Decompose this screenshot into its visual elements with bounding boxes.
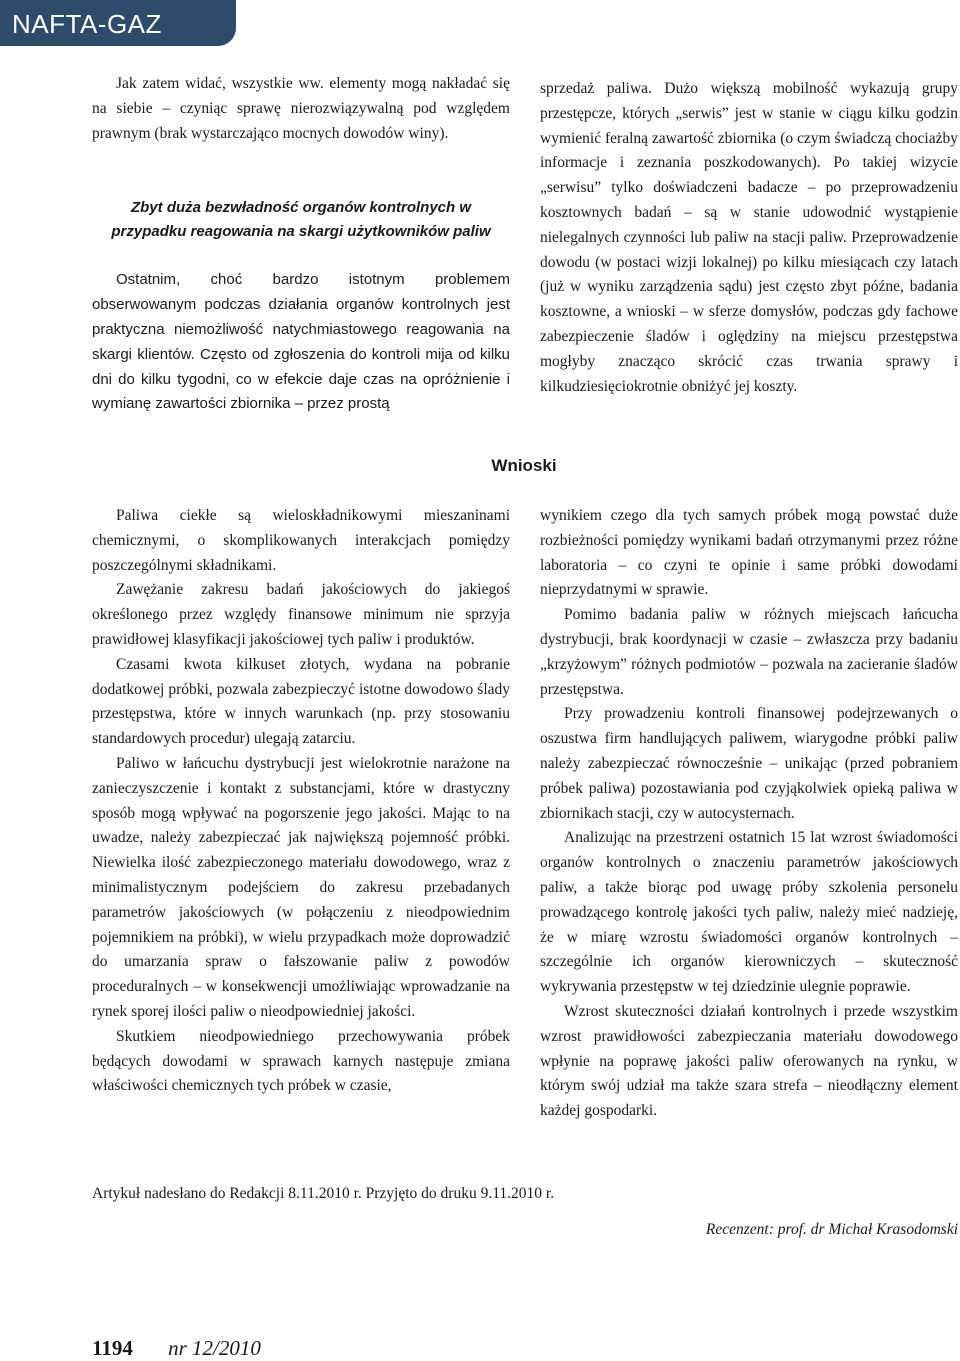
reviewer-note: Recenzent: prof. dr Michał Krasodomski: [705, 1221, 958, 1238]
paragraph: Pomimo badania paliw w różnych miejscach łańcucha dystrybucji, brak koordynacji w czasie – zwłaszcza przy badaniu „krzyżowym” różnych podmiotów – pozwala na zacieranie śladów przestępstwa.: [540, 606, 958, 698]
paragraph: Paliwo w łańcuchu dystrybucji jest wielokrotnie narażone na zanieczyszczenie i kontakt z substancjami, które w drastyczny sposób mogą wpływać na pogorszenie jego jakości. Mając to na uwadze, należy zabezpieczać jak największą pojemność próbki. Niewielka ilość zabezpieczonego materiału dowodowego, wraz z minimalistycznym podejściem do zakresu przebadanych parametrów jakościowych (w połączeniu z nieodpowiednim pojemnikiem na próbki), w wielu przypadkach może doprowadzić do umarzania spraw o fałszowanie paliw z powodów proceduralnych – w konsekwencji umożliwiając wprowadzanie na rynek sporej ilości paliw o nieodpowiedniej jakości.: [92, 754, 510, 1020]
left-column-conclusions: [92, 504, 510, 1099]
paragraph: Jak zatem widać, wszystkie ww. elementy mogą nakładać się na siebie – czyniąc sprawę nierozwiązywalną pod względem prawnym (brak wystarczająco mocnych dowodów winy).: [92, 75, 510, 142]
paragraph: Analizując na przestrzeni ostatnich 15 lat wzrost świadomości organów kontrolnych o znaczeniu parametrów jakościowych paliw, a także biorąc pod uwagę próby szkolenia personelu prowadzącego kontrolę jakości tych paliw, należy mieć nadzieję, że w miarę wzrostu świadomości organów kontrolnych – szczególnie ich organów kierowniczych – skuteczność wykrywania przestępstw w tej dziedzinie ulegnie poprawie.: [540, 829, 958, 996]
left-column-top: [92, 72, 510, 417]
paragraph: Paliwa ciekłe są wieloskładnikowymi mieszaninami chemicznymi, o skomplikowanych interakcjach pomiędzy poszczególnymi składnikami.: [92, 507, 510, 574]
paragraph: Wzrost skuteczności działań kontrolnych i przede wszystkim wzrost prawidłowości zabezpieczania materiału dowodowego wpłynie na poprawę jakości paliw oferowanych na rynku, w którym swój udział ma także szara strefa – nieodłączny element każdej gospodarki.: [540, 1002, 958, 1120]
paragraph: sprzedaż paliwa. Dużo większą mobilność wykazują grupy przestępcze, których „serwis” jest w stanie w ciągu kilku godzin wymienić feralną zawartość zbiornika (o czym świadczą chociażby informacje i zeznania poszkodowanych). Po takiej wizycie „serwisu” tylko doświadczeni badacze – po przeprowadzeniu kosztownych badań – są w stanie udowodnić wystąpienie nielegalnych czynności lub paliw na stacji paliw. Przeprowadzenie dowodu (w postaci wizji lokalnej) po kilku miesiącach czy latach (już w wyniku zarządzenia sądu) jest często zbyt późne, badania kosztowne, a wnioski – w sferze domysłów, podczas gdy fachowe zabezpieczenie śladów i oględziny na miejscu przestępstwa mogłyby znacząco skrócić czas trwania sprawy i kilkudziesięciokrotnie obniżyć jej koszty.: [540, 80, 958, 395]
paragraph: Skutkiem nieodpowiedniego przechowywania próbek będących dowodami w sprawach karnych następuje zmiana właściwości chemicznych tych próbek w czasie,: [92, 1027, 510, 1095]
section-subheading: Zbyt duża bezwładność organów kontrolnych w przypadku reagowania na skargi użytkowników paliw: [111, 199, 491, 241]
conclusions-heading: Wnioski: [491, 456, 557, 475]
right-column-top: [540, 77, 958, 399]
page-footer: [92, 1336, 261, 1361]
journal-title: NAFTA-GAZ: [12, 9, 162, 39]
paragraph: Przy prowadzeniu kontroli finansowej podejrzewanych o oszustwa firm handlujących paliwem, wiarygodne próbki paliw należy zabezpieczać równocześnie – unikając (przed pobraniem próbek paliwa) pozostawiania pod czyjąkolwiek opieką paliwa w zbiornikach stacji, czy w autocysternach.: [540, 705, 958, 822]
journal-header-tab: [0, 0, 236, 46]
issue-number: nr 12/2010: [168, 1336, 261, 1360]
paragraph: Czasami kwota kilkuset złotych, wydana na pobranie dodatkowej próbki, pozwala zabezpieczyć istotne dowodowo ślady przestępstwa, które w innych warunkach (np. przy stosowaniu standardowych procedur) ulegają zatarciu.: [92, 655, 510, 748]
paragraph: wynikiem czego dla tych samych próbek mogą powstać duże rozbieżności pomiędzy wynikami badań otrzymanymi przez różne laboratoria – co czyni te opinie i same próbki dowodami nieprzydatnymi w sprawie.: [540, 507, 958, 599]
paragraph: Ostatnim, choć bardzo istotnym problemem obserwowanym podczas działania organów kontrolnych jest praktyczna niemożliwość natychmiastowego reagowania na skargi klientów. Często od zgłoszenia do kontroli mija od kilku dni do kilku tygodni, co w efekcie daje czas na opróżnienie i wymianę zawartości zbiornika – przez prostą: [92, 271, 510, 413]
paragraph: Zawężanie zakresu badań jakościowych do jakiegoś określonego przez względy finansowe minimum nie sprzyja prawidłowej klasyfikacji jakościowej tych paliw i produktów.: [92, 581, 510, 648]
received-note: Artykuł nadesłano do Redakcji 8.11.2010 r. Przyjęto do druku 9.11.2010 r.: [92, 1185, 555, 1202]
right-column-conclusions: [540, 504, 958, 1124]
page-number: 1194: [92, 1336, 133, 1360]
